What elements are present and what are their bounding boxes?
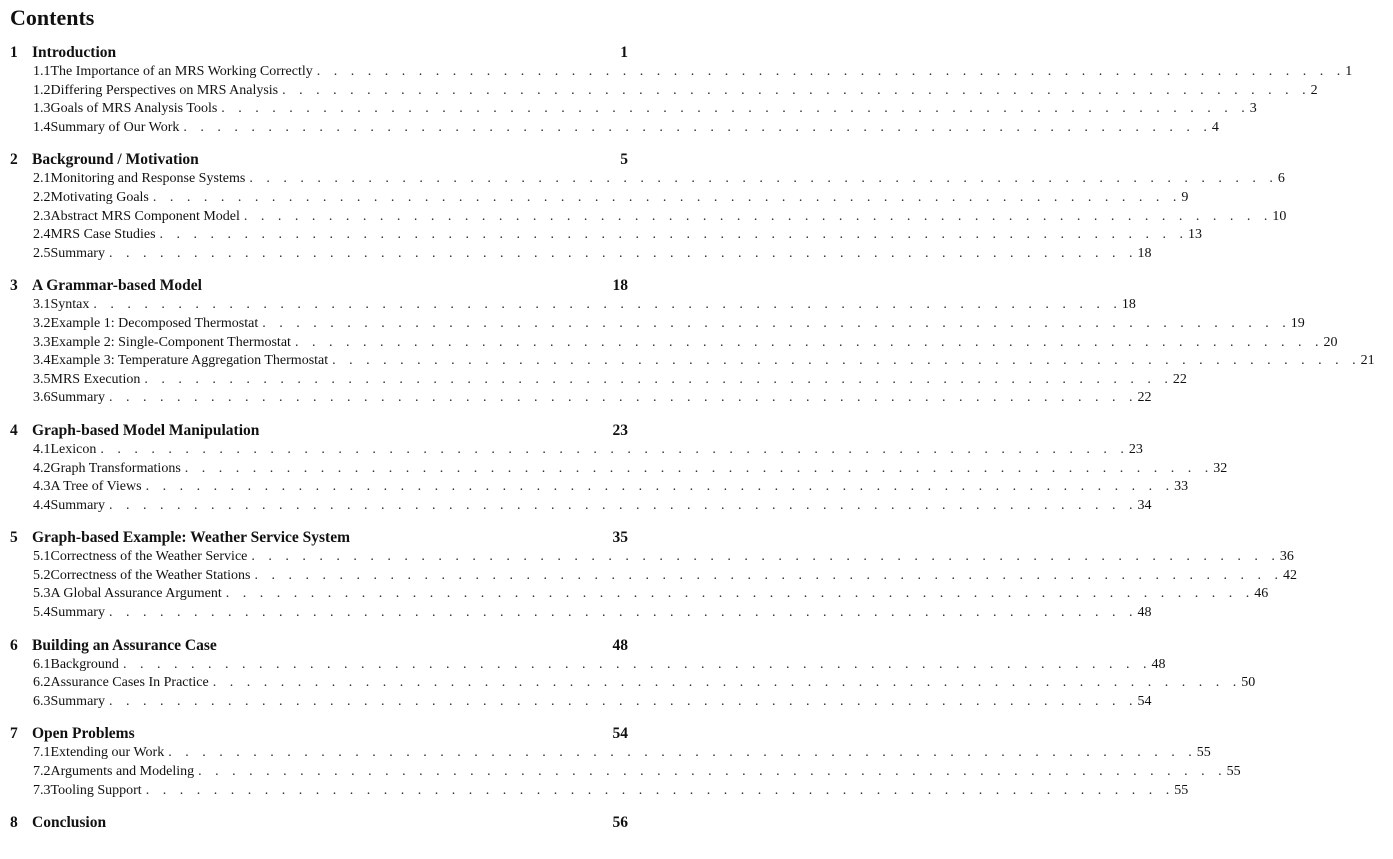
section-page-number: 32 [1213,460,1228,476]
chapter-title: Background / Motivation [32,151,199,169]
toc-section-row[interactable] [0,208,1287,227]
section-title: A Global Assurance Argument [50,586,222,602]
section-number: 3.1 [33,297,51,313]
section-number: 2.1 [33,171,51,187]
chapter-number: 7 [10,725,18,743]
toc-chapter-row[interactable] [0,724,646,744]
section-number: 5.1 [33,549,51,565]
toc-section-row[interactable] [0,389,1152,408]
toc-chapter [0,43,1353,137]
chapter-page-number: 54 [612,725,628,743]
dot-leader: . . . . . . . . . . . . . . . . . . . . . . . . . . . . . . . . . . . . . . . . . . . . . . . . . . . . . . . . . . . . . [144,371,1173,387]
section-page-number: 21 [1360,353,1375,369]
section-title: Summary [50,497,105,513]
section-title: Goals of MRS Analysis Tools [50,101,218,117]
section-number: 7.1 [33,745,51,761]
dot-leader: . . . . . . . . . . . . . . . . . . . . . . . . . . . . . . . . . . . . . . . . . . . . . . . . . . . . . . . . . . . . . [122,656,1152,672]
toc-section-row[interactable] [0,245,1152,264]
dot-leader: . . . . . . . . . . . . . . . . . . . . . . . . . . . . . . . . . . . . . . . . . . . . . . . . . . . . . . . . . . . . . [108,497,1138,513]
section-number: 2.2 [33,189,51,205]
page-title: Contents [10,5,95,30]
chapter-page-number: 35 [612,529,628,547]
toc-section-row[interactable] [0,441,1143,460]
section-page-number: 48 [1137,605,1152,621]
toc-chapter [0,813,646,833]
dot-leader: . . . . . . . . . . . . . . . . . . . . . . . . . . . . . . . . . . . . . . . . . . . . . . . . . . . . . . . . . . . . . [282,82,1311,98]
section-page-number: 18 [1121,297,1136,313]
dot-leader: . . . . . . . . . . . . . . . . . . . . . . . . . . . . . . . . . . . . . . . . . . . . . . . . . . . . . . . . . . . . . [254,567,1284,583]
dot-leader: . . . . . . . . . . . . . . . . . . . . . . . . . . . . . . . . . . . . . . . . . . . . . . . . . . . . . . . . . . . . . [145,479,1175,495]
toc-chapter [0,724,1241,800]
dot-leader: . . . . . . . . . . . . . . . . . . . . . . . . . . . . . . . . . . . . . . . . . . . . . . . . . . . . . . . . . . . . . [221,101,1250,117]
chapter-title: Introduction [32,44,117,61]
dot-leader: . . . . . . . . . . . . . . . . . . . . . . . . . . . . . . . . . . . . . . . . . . . . . . . . . . . . . . . . . . . . . [332,353,1361,369]
section-page-number: 19 [1290,315,1305,331]
section-page-number: 33 [1174,479,1189,495]
section-page-number: 36 [1279,549,1294,565]
toc-section-row[interactable] [0,371,1187,390]
section-page-number: 4 [1211,119,1219,135]
section-title: Motivating Goals [50,189,149,205]
toc-section-row[interactable] [0,63,1353,82]
section-title: Correctness of the Weather Stations [50,567,251,583]
section-title: Summary of Our Work [50,119,180,135]
toc-section-row[interactable] [0,585,1269,604]
dot-leader: . . . . . . . . . . . . . . . . . . . . . . . . . . . . . . . . . . . . . . . . . . . . . . . . . . . . . . . . . . . . . [168,745,1197,761]
section-number: 6.1 [33,656,51,672]
section-page-number: 23 [1128,441,1143,457]
toc-section-row[interactable] [0,315,1305,334]
section-title: A Tree of Views [50,479,142,495]
section-title: Tooling Support [50,782,142,798]
dot-leader: . . . . . . . . . . . . . . . . . . . . . . . . . . . . . . . . . . . . . . . . . . . . . . . . . . . . . . . . . . . . . [108,390,1138,406]
section-page-number: 3 [1249,101,1257,117]
section-number: 3.6 [33,390,51,406]
section-title: Summary [50,605,105,621]
section-title: MRS Execution [50,371,141,387]
section-page-number: 9 [1181,189,1189,205]
toc-section-row[interactable] [0,82,1318,101]
toc-section-row[interactable] [0,693,1152,712]
toc-chapter-row[interactable] [0,813,646,833]
chapter-number: 5 [10,529,18,547]
section-number: 4.4 [33,497,51,513]
chapter-number: 8 [10,814,18,832]
toc-chapter [0,636,1256,712]
dot-leader: . . . . . . . . . . . . . . . . . . . . . . . . . . . . . . . . . . . . . . . . . . . . . . . . . . . . . . . . . . . . . [108,693,1138,709]
section-page-number: 50 [1241,675,1256,691]
section-number: 2.4 [33,227,51,243]
section-page-number: 6 [1277,171,1285,187]
section-number: 1.4 [33,119,51,135]
toc-section-row[interactable] [0,782,1189,801]
section-number: 2.5 [33,245,51,261]
section-number: 6.3 [33,693,51,709]
section-title: Example 1: Decomposed Thermostat [50,315,259,331]
section-number: 3.3 [33,334,51,350]
section-number: 5.4 [33,605,51,621]
section-title: Monitoring and Response Systems [50,171,246,187]
section-title: Syntax [50,297,90,313]
toc-chapter [0,276,1375,408]
chapter-title: Open Problems [32,725,135,743]
dot-leader: . . . . . . . . . . . . . . . . . . . . . . . . . . . . . . . . . . . . . . . . . . . . . . . . . . . . . . . . . . . . . [183,119,1212,135]
toc-chapter [0,421,1228,515]
chapter-number: 3 [10,277,18,295]
section-title: Example 3: Temperature Aggregation Thermostat [50,353,329,369]
section-page-number: 18 [1137,245,1152,261]
dot-leader: . . . . . . . . . . . . . . . . . . . . . . . . . . . . . . . . . . . . . . . . . . . . . . . . . . . . . . . . . . . . . [198,764,1227,780]
section-page-number: 20 [1323,334,1338,350]
toc-chapter [0,528,1298,622]
toc-section-row[interactable] [0,226,1203,245]
toc-section-row[interactable] [0,170,1285,189]
section-number: 4.1 [33,441,51,457]
dot-leader: . . . . . . . . . . . . . . . . . . . . . . . . . . . . . . . . . . . . . . . . . . . . . . . . . . . . . . . . . . . . . [251,549,1280,565]
chapter-title: Building an Assurance Case [32,636,217,654]
section-number: 7.2 [33,764,51,780]
toc-section-row[interactable] [0,497,1152,516]
toc-section-row[interactable] [0,604,1152,623]
section-title: Arguments and Modeling [50,764,195,780]
dot-leader: . . . . . . . . . . . . . . . . . . . . . . . . . . . . . . . . . . . . . . . . . . . . . . . . . . . . . . . . . . . . . [316,64,1346,79]
section-number: 5.3 [33,586,51,602]
dot-leader: . . . . . . . . . . . . . . . . . . . . . . . . . . . . . . . . . . . . . . . . . . . . . . . . . . . . . . . . . . . . . [243,208,1273,224]
section-page-number: 55 [1226,764,1241,780]
section-number: 7.3 [33,782,51,798]
dot-leader: . . . . . . . . . . . . . . . . . . . . . . . . . . . . . . . . . . . . . . . . . . . . . . . . . . . . . . . . . . . . . [93,297,1122,313]
toc-chapter-row[interactable] [0,528,646,548]
section-title: Correctness of the Weather Service [50,549,248,565]
section-number: 4.2 [33,460,51,476]
section-number: 4.3 [33,479,51,495]
section-page-number: 42 [1283,567,1298,583]
section-page-number: 54 [1137,693,1152,709]
dot-leader: . . . . . . . . . . . . . . . . . . . . . . . . . . . . . . . . . . . . . . . . . . . . . . . . . . . . . . . . . . . . . [212,675,1242,691]
toc-section-row[interactable] [0,478,1189,497]
section-page-number: 1 [1345,64,1353,79]
section-page-number: 48 [1151,656,1166,672]
section-title: Lexicon [50,441,97,457]
section-title: Graph Transformations [50,460,181,476]
section-title: Extending our Work [50,745,165,761]
dot-leader: . . . . . . . . . . . . . . . . . . . . . . . . . . . . . . . . . . . . . . . . . . . . . . . . . . . . . . . . . . . . . [159,227,1189,243]
section-number: 3.5 [33,371,51,387]
section-number: 5.2 [33,567,51,583]
section-page-number: 22 [1172,371,1187,387]
section-title: Example 2: Single-Component Thermostat [50,334,291,350]
section-page-number: 55 [1196,745,1211,761]
toc-section-row[interactable] [0,548,1294,567]
dot-leader: . . . . . . . . . . . . . . . . . . . . . . . . . . . . . . . . . . . . . . . . . . . . . . . . . . . . . . . . . . . . . [108,605,1138,621]
toc-section-row[interactable] [0,656,1166,675]
section-number: 1.2 [33,82,51,98]
section-page-number: 22 [1137,390,1152,406]
section-number: 1.1 [33,64,51,79]
chapter-page-number: 48 [612,636,628,654]
section-number: 6.2 [33,675,51,691]
section-page-number: 34 [1137,497,1152,513]
section-title: Summary [50,693,105,709]
toc-section-row[interactable] [0,744,1211,763]
section-title: Summary [50,390,105,406]
toc-section-row[interactable] [0,352,1375,371]
dot-leader: . . . . . . . . . . . . . . . . . . . . . . . . . . . . . . . . . . . . . . . . . . . . . . . . . . . . . . . . . . . . . [294,334,1324,350]
toc-section-row[interactable] [0,189,1189,208]
toc-chapter [0,150,1287,263]
dot-leader: . . . . . . . . . . . . . . . . . . . . . . . . . . . . . . . . . . . . . . . . . . . . . . . . . . . . . . . . . . . . . [108,245,1138,261]
dot-leader: . . . . . . . . . . . . . . . . . . . . . . . . . . . . . . . . . . . . . . . . . . . . . . . . . . . . . . . . . . . . . [249,171,1278,187]
toc-section-row[interactable] [0,460,1228,479]
section-title: Summary [50,245,105,261]
section-page-number: 13 [1188,227,1203,243]
chapter-title: Graph-based Model Manipulation [32,421,260,439]
dot-leader: . . . . . . . . . . . . . . . . . . . . . . . . . . . . . . . . . . . . . . . . . . . . . . . . . . . . . . . . . . . . . [145,782,1175,798]
chapter-title: A Grammar-based Model [32,277,202,295]
toc-section-row[interactable] [0,763,1241,782]
section-number: 3.4 [33,353,51,369]
toc-chapter-row[interactable] [0,150,646,170]
toc-section-row[interactable] [0,567,1298,586]
chapter-page-number: 5 [620,151,628,169]
dot-leader: . . . . . . . . . . . . . . . . . . . . . . . . . . . . . . . . . . . . . . . . . . . . . . . . . . . . . . . . . . . . . [184,460,1214,476]
section-page-number: 10 [1272,208,1287,224]
toc-section-row[interactable] [0,674,1256,693]
dot-leader: . . . . . . . . . . . . . . . . . . . . . . . . . . . . . . . . . . . . . . . . . . . . . . . . . . . . . . . . . . . . . [100,441,1129,457]
toc-chapter-row[interactable] [0,636,646,656]
toc-section-row[interactable] [0,296,1136,315]
toc-section-row[interactable] [0,334,1338,353]
section-title: Assurance Cases In Practice [50,675,209,691]
table-of-contents [0,43,1375,846]
section-number: 3.2 [33,315,51,331]
section-title: MRS Case Studies [50,227,156,243]
chapter-number: 2 [10,151,18,169]
chapter-number: 6 [10,636,18,654]
toc-chapter-row[interactable] [0,421,646,441]
section-number: 1.3 [33,101,51,117]
toc-section-row[interactable] [0,119,1219,138]
toc-section-row[interactable] [0,100,1257,119]
chapter-number: 4 [10,421,18,439]
toc-chapter-row[interactable] [0,276,646,296]
section-title: Abstract MRS Component Model [50,208,240,224]
section-page-number: 55 [1174,782,1189,798]
dot-leader: . . . . . . . . . . . . . . . . . . . . . . . . . . . . . . . . . . . . . . . . . . . . . . . . . . . . . . . . . . . . . [225,586,1255,602]
section-number: 2.3 [33,208,51,224]
chapter-page-number: 23 [612,421,628,439]
section-title: The Importance of an MRS Working Correctly [50,64,313,79]
section-page-number: 46 [1254,586,1269,602]
section-page-number: 2 [1310,82,1318,98]
dot-leader: . . . . . . . . . . . . . . . . . . . . . . . . . . . . . . . . . . . . . . . . . . . . . . . . . . . . . . . . . . . . . [152,189,1182,205]
chapter-page-number: 1 [620,44,628,61]
chapter-number: 1 [10,44,18,61]
dot-leader: . . . . . . . . . . . . . . . . . . . . . . . . . . . . . . . . . . . . . . . . . . . . . . . . . . . . . . . . . . . . . [262,315,1291,331]
chapter-page-number: 18 [612,277,628,295]
chapter-title: Graph-based Example: Weather Service System [32,529,351,547]
chapter-title: Conclusion [32,814,107,832]
chapter-page-number: 56 [612,814,628,832]
section-title: Differing Perspectives on MRS Analysis [50,82,279,98]
section-title: Background [50,656,119,672]
toc-chapter-row[interactable] [0,43,646,63]
